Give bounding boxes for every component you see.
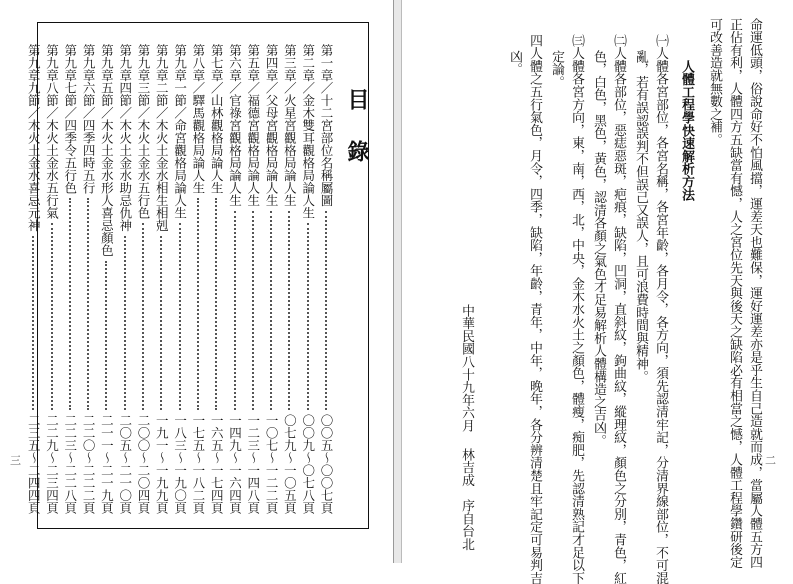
toc-entry-title: 第九章一節／命宮觀格局論人生 <box>172 44 188 219</box>
preface-line-1: 命運低頭，俗說命好不怕風擋，運差天也難保，運好運差亦是乎生自己造就而成，當屬人體五方四 <box>747 18 762 569</box>
toc-entry <box>227 44 243 514</box>
toc-entry <box>44 44 60 514</box>
toc-entry-pages: 一九一～一九九頁 <box>154 414 170 514</box>
item-4-line-2: 凶。 <box>507 50 522 76</box>
item-4-line-1: 四人體之五行氣色，月令，四季，缺陷，年齡，青年，中年，晚年，各分辨清楚且牢記定可易判吉 <box>527 34 542 584</box>
toc-entry-title: 第七章／山林觀格局論人生 <box>209 44 225 194</box>
toc-entry-pages: 〇七九～一〇五頁 <box>282 414 298 514</box>
toc-entry <box>172 44 188 514</box>
item-1-line-1: ㈠人體各宮部位，各宮名稱，各宮年齡，各月令，各方向，須先認清牢記，分清界線部位，不可混 <box>653 34 668 584</box>
toc-leader-dots <box>142 223 144 410</box>
toc-leader-dots <box>124 236 126 410</box>
toc-entry-title: 第九章九節／木火土金水喜忌元神 <box>26 44 42 232</box>
toc-leader-dots <box>252 211 254 410</box>
right-page <box>400 0 793 584</box>
toc-leader-dots <box>69 198 71 410</box>
left-page <box>0 0 393 563</box>
toc-entry <box>190 44 206 514</box>
toc-entry-pages: 一八三～一九〇頁 <box>172 414 188 514</box>
toc-leader-dots <box>307 223 309 410</box>
toc-entry <box>135 44 151 514</box>
toc-entry <box>281 44 297 514</box>
toc-leader-dots <box>215 198 217 410</box>
toc-leader-dots <box>234 211 236 410</box>
toc-entry <box>117 44 133 514</box>
preface-line-3: 可改善造就無數之補。 <box>707 18 722 146</box>
right-page-number: 二 <box>765 454 776 467</box>
toc-entry-title: 第一章／十二宮部位名稱屬圖 <box>319 44 334 207</box>
toc-entry <box>245 44 261 514</box>
toc-entry-title: 第五章／福德宮觀格局論人生 <box>245 44 261 207</box>
toc-entry-pages: 二〇〇～二〇四頁 <box>136 414 151 514</box>
toc-entry-pages: 二二三～二二八頁 <box>62 414 78 514</box>
toc-entry <box>263 44 279 514</box>
toc-entry-title: 第八章／驛馬觀格局論人生 <box>190 44 206 194</box>
toc-entry <box>318 44 334 514</box>
toc-leader-dots <box>288 211 290 410</box>
item-2-line-1: ㈡人體各部位，惡痣惡斑，疤痕，缺陷，凹洞，直斜紋，鉤曲紋，縱理紋，顏色之分別，青色，紅 <box>611 34 626 584</box>
toc-entry <box>80 44 96 514</box>
toc-entry-pages: 一四九～一六四頁 <box>227 414 243 514</box>
item-1-line-2: 亂，若有誤認誤判不但誤己又誤人，且可浪費時間與精神。 <box>633 50 648 383</box>
toc-entry-title: 第三章／火星宮觀格局論人生 <box>282 44 298 207</box>
preface-line-2: 正佔有利，人體四方五缺當有憾，人之宮位先天與後天之缺陷必有相當之憾，人體工程學鑽研後定 <box>727 18 742 569</box>
toc-entry <box>25 44 41 514</box>
toc-leader-dots <box>197 198 199 410</box>
left-page-number: 三 <box>10 454 21 467</box>
toc-entry-pages: 一二三～一四八頁 <box>245 414 261 514</box>
toc-entry-pages: 〇〇五～〇〇七頁 <box>319 414 334 514</box>
toc-entry-pages: 一六五～一七四頁 <box>209 414 225 514</box>
toc-entry <box>62 44 78 514</box>
preface-author: 林吉成 序自台北 <box>459 448 474 551</box>
toc-leader-dots <box>105 261 107 410</box>
toc-entry <box>153 44 169 514</box>
toc-leader-dots <box>51 223 53 410</box>
toc-entry-pages: 二二〇～二二二頁 <box>81 414 97 514</box>
toc-leader-dots <box>32 236 34 410</box>
section-heading: 人體工程學快速解析方法 <box>679 60 694 201</box>
item-3-line-1: ㈢人體各宮方向，東，南，西，北，中央，金木水火土之顏色，體瘦，痴肥，先認清熟記才足以下 <box>569 34 584 584</box>
toc-entry-title: 第九章八節／木火土金水五行氣 <box>44 44 60 219</box>
toc-entry <box>208 44 224 514</box>
toc-entry-pages: 一〇七～一二二頁 <box>264 414 280 514</box>
toc-leader-dots <box>179 223 181 410</box>
toc-entry-pages: 二一一～二一九頁 <box>99 414 115 514</box>
toc-leader-dots <box>325 211 327 410</box>
toc-entry-pages: 二三五～二四四頁 <box>26 414 42 514</box>
toc-entry-pages: 一七五～一八二頁 <box>190 414 206 514</box>
preface-date: 中華民國八十九年六月 <box>459 304 474 432</box>
toc-entry <box>300 44 316 514</box>
toc-entry-pages: 〇〇九～〇七八頁 <box>300 414 316 514</box>
toc-leader-dots <box>87 198 89 410</box>
toc-entry <box>98 44 114 514</box>
toc-leader-dots <box>270 211 272 410</box>
toc-entry-pages: 二〇五～二一〇頁 <box>117 414 133 514</box>
toc-leader-dots <box>160 236 162 410</box>
toc-entry-title: 第九章六節／四季四時五行 <box>81 44 97 194</box>
toc-entry-title: 第九章四節／木火土金水助忌仇神 <box>117 44 133 232</box>
item-2-line-2: 色，白色，黑色，黃色，認清各顏之氣色才足易解析人體構造之吉凶。 <box>591 50 606 447</box>
toc-entry-title: 第九章五節／木火土金水形人喜忌顏色 <box>99 44 115 257</box>
item-3-line-2: 定論。 <box>549 50 564 89</box>
toc-entry-title: 第六章／官祿宮觀格局論人生 <box>227 44 243 207</box>
toc-entry-title: 第四章／父母宮觀格局論人生 <box>264 44 280 207</box>
toc-entry-title: 第九章七節／四季令五行色 <box>62 44 78 194</box>
toc-entry-title: 第九章二節／木火土金水相生相剋 <box>154 44 170 232</box>
toc-title: 目錄 <box>344 88 370 192</box>
toc-entry-pages: 二二九～二三四頁 <box>44 414 60 514</box>
toc-entry-title: 第九章三節／木火土金水五行色 <box>136 44 151 219</box>
toc-entry-title: 第二章／金木雙耳觀格局論人生 <box>300 44 316 219</box>
